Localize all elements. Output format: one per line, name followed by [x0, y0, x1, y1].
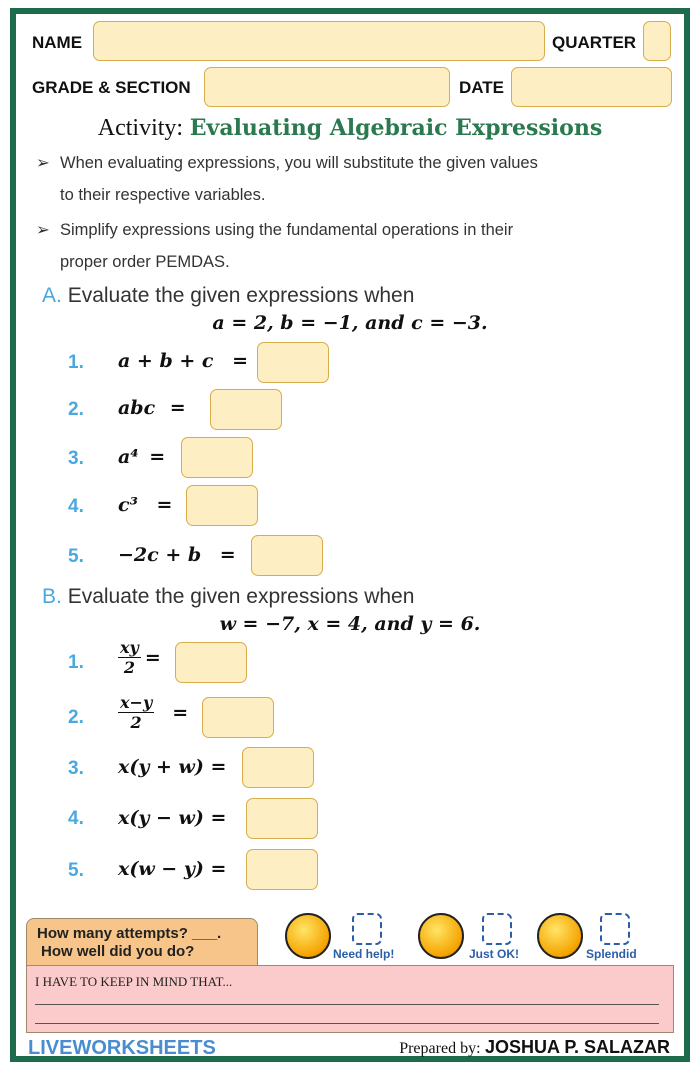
name-label: NAME	[32, 33, 83, 52]
writing-line	[35, 1004, 659, 1005]
item-number: 4.	[68, 808, 84, 829]
item-number: 1.	[68, 652, 84, 673]
instruction-2-cont: proper order PEMDAS.	[60, 253, 230, 271]
just-ok-checkbox[interactable]	[482, 913, 512, 945]
reflection-box[interactable]	[26, 965, 674, 1033]
grade-section-input[interactable]	[204, 67, 450, 107]
answer-a3[interactable]	[181, 437, 253, 478]
answer-b3[interactable]	[242, 747, 314, 788]
reflection-prompt: I HAVE TO KEEP IN MIND THAT...	[35, 974, 233, 989]
answer-a2[interactable]	[210, 389, 282, 430]
answer-b1[interactable]	[175, 642, 247, 683]
expression: x(y + w) =	[118, 756, 227, 778]
splendid-checkbox[interactable]	[600, 913, 630, 945]
item-number: 3.	[68, 758, 84, 779]
date-input[interactable]	[511, 67, 672, 107]
expression: a + b + c =	[118, 350, 249, 372]
item-number: 5.	[68, 546, 84, 567]
activity-title	[0, 114, 700, 142]
expression: $\frac{xy}{2}$ =	[120, 638, 161, 677]
need-help-checkbox[interactable]	[352, 913, 382, 945]
quarter-input[interactable]	[643, 21, 671, 61]
grade-section-label: GRADE & SECTION	[32, 78, 191, 97]
expression: −2c + b =	[118, 544, 236, 566]
answer-b2[interactable]	[202, 697, 274, 738]
liveworksheets-watermark: LIVEWORKSHEETS	[28, 1037, 216, 1059]
answer-a4[interactable]	[186, 485, 258, 526]
expression: a⁴ =	[118, 446, 166, 468]
instruction-2: ➢ Simplify expressions using the fundamental operations in their	[36, 221, 514, 239]
expression: c³ =	[118, 494, 173, 516]
quarter-label: QUARTER	[552, 33, 637, 52]
section-a-condition: a = 2, b = −1, and c = −3.	[212, 312, 488, 334]
expression: x(w − y) =	[118, 858, 227, 880]
instruction-1-cont: to their respective variables.	[60, 186, 266, 204]
section-a-heading: A. Evaluate the given expressions when	[42, 284, 415, 307]
attempts-box	[26, 918, 258, 968]
expression: x(y − w) =	[118, 807, 227, 829]
smiley-face-icon	[418, 913, 464, 959]
item-number: 1.	[68, 352, 84, 373]
attempts-text: How many attempts? ___.	[37, 925, 222, 942]
expression: $\frac{x-y}{2}$ =	[120, 693, 189, 732]
expression: abc =	[118, 397, 186, 419]
answer-b5[interactable]	[246, 849, 318, 890]
section-b-heading: B. Evaluate the given expressions when	[42, 585, 415, 608]
splendid-label: Splendid	[586, 947, 637, 961]
just-ok-label: Just OK!	[469, 947, 520, 961]
answer-a1[interactable]	[257, 342, 329, 383]
item-number: 3.	[68, 448, 84, 469]
title-main: Evaluating Algebraic Expressions	[189, 115, 603, 141]
instruction-1: ➢ When evaluating expressions, you will substitute the given values	[36, 154, 538, 172]
item-number: 4.	[68, 496, 84, 517]
answer-b4[interactable]	[246, 798, 318, 839]
name-input[interactable]	[93, 21, 545, 61]
item-number: 2.	[68, 707, 84, 728]
prepared-by: Prepared by: JOSHUA P. SALAZAR	[399, 1037, 670, 1057]
date-label: DATE	[459, 78, 505, 97]
writing-line	[35, 1023, 659, 1024]
item-number: 2.	[68, 399, 84, 420]
how-well-text: How well did you do?	[41, 943, 195, 960]
answer-a5[interactable]	[251, 535, 323, 576]
need-help-label: Need help!	[333, 947, 395, 961]
grinning-face-icon	[537, 913, 583, 959]
section-b-condition: w = −7, x = 4, and y = 6.	[219, 613, 481, 635]
crying-face-icon	[285, 913, 331, 959]
item-number: 5.	[68, 860, 84, 881]
title-prefix: Activity:	[97, 115, 184, 141]
